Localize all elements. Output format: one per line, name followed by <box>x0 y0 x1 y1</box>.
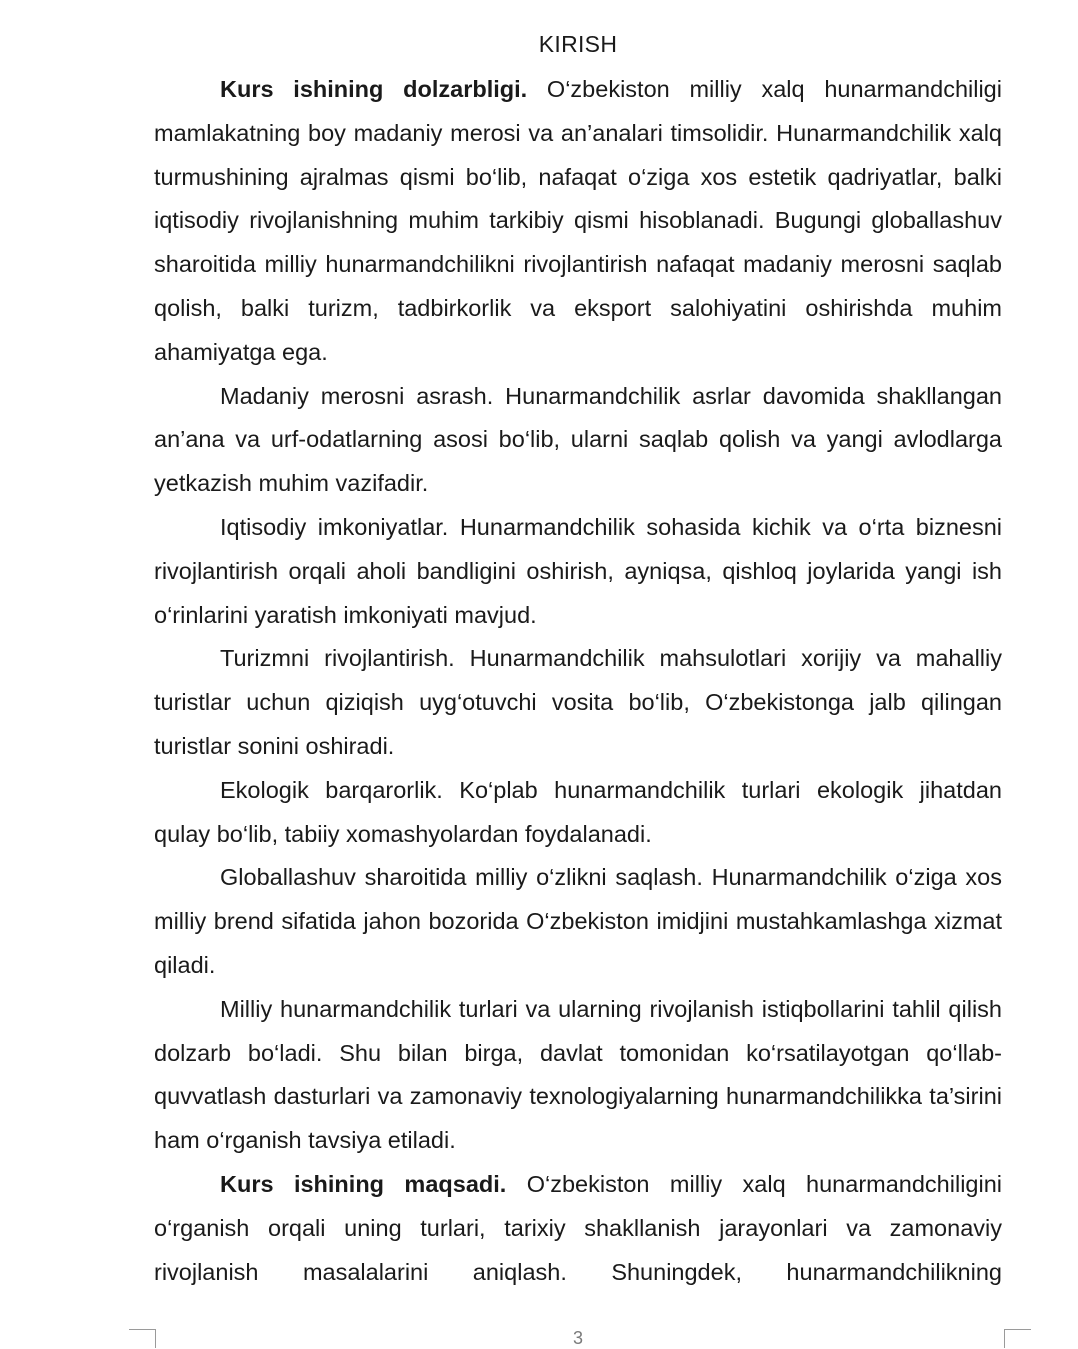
paragraph-text: O‘zbekiston milliy xalq hunarmandchiligi mamlakatning boy madaniy merosi va an’analari timsolidir. Hunarmandchilik xalq turmushining ajralmas qismi bo‘lib, nafaqat o‘ziga xos estetik qadriyatlar, balki iqtisodiy rivojlanishning muhim tarkibiy qismi hisoblanadi. Bugungi globallashuv sharoitida milliy hunarmandchilikni rivojlantirish nafaqat madaniy merosni saqlab qolish, balki turizm, tadbirkorlik va eksport salohiyatini oshirishda muhim ahamiyatga ega. <box>154 76 1002 365</box>
page-number: 3 <box>572 1328 583 1348</box>
margin-corner-mark-left <box>129 1329 156 1348</box>
paragraph-text: Iqtisodiy imkoniyatlar. Hunarmandchilik sohasida kichik va o‘rta biznesni rivojlantirish orqali aholi bandligini oshirish, ayniqsa, qishloq joylarida yangi ish o‘rinlarini yaratish imkoniyati mavjud. <box>154 513 1002 628</box>
paragraph-text: Ekologik barqarorlik. Ko‘plab hunarmandchilik turlari ekologik jihatdan qulay bo‘lib, tabiiy xomashyolardan foydalanadi. <box>154 776 1002 847</box>
paragraph-text: Milliy hunarmandchilik turlari va ularning rivojlanish istiqbollarini tahlil qilish dolzarb bo‘ladi. Shu bilan birga, davlat tomonidan ko‘rsatilayotgan qo‘llab-quvvatlash dasturlari va zamonaviy texnologiyalarning hunarmandchilikka ta’sirini ham o‘rganish tavsiya etiladi. <box>154 995 1002 1154</box>
section-heading: KIRISH <box>538 31 618 57</box>
paragraph-text: Turizmni rivojlantirish. Hunarmandchilik mahsulotlari xorijiy va mahalliy turistlar uchun qiziqish uyg‘otuvchi vosita bo‘lib, O‘zbekistonga jalb qilingan turistlar sonini oshiradi. <box>154 645 1002 759</box>
paragraph-lead: Kurs ishining dolzarbligi. <box>220 76 528 102</box>
paragraph-tourism <box>154 637 1002 768</box>
paragraph-heritage <box>154 375 1002 506</box>
paragraph-text: Madaniy merosni asrash. Hunarmandchilik asrlar davomida shakllangan an’ana va urf-odatlarning asosi bo‘lib, ularni saqlab qolish va yangi avlodlarga yetkazish muhim vazifadir. <box>154 382 1002 497</box>
body-text <box>154 68 1002 1294</box>
paragraph-goal <box>154 1163 1002 1294</box>
paragraph-lead: Kurs ishining maqsadi. <box>220 1170 507 1197</box>
paragraph-text: O‘zbekiston milliy xalq hunarmandchiligini o‘rganish orqali uning turlari, tarixiy shakllanish jarayonlari va zamonaviy rivojlanish masalalarini aniqlash. Shuningdek, hunarmandchilikning <box>154 1170 1002 1285</box>
paragraph-ecology <box>154 769 1002 857</box>
paragraph-economy <box>154 506 1002 637</box>
paragraph-text: Globallashuv sharoitida milliy o‘zlikni saqlash. Hunarmandchilik o‘ziga xos milliy brend sifatida jahon bozorida O‘zbekiston imidjini mustahkamlashga xizmat qiladi. <box>154 864 1002 978</box>
paragraph-analysis <box>154 988 1002 1163</box>
paragraph-relevance <box>154 68 1002 375</box>
paragraph-identity <box>154 856 1002 987</box>
margin-corner-mark-right <box>1004 1329 1031 1348</box>
